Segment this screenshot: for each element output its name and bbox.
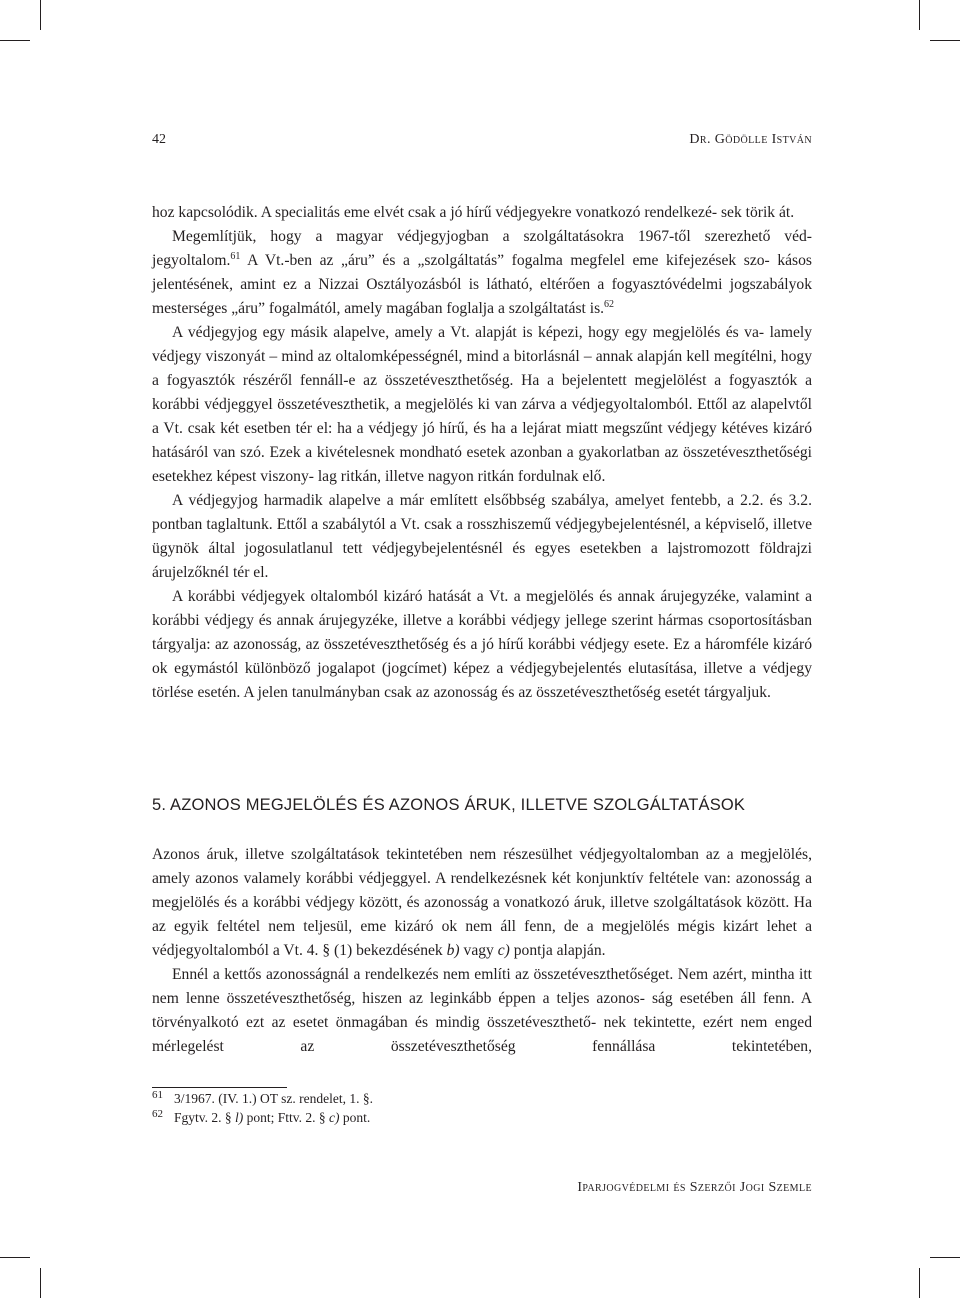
footnote-ref[interactable]: 62: [604, 299, 615, 310]
journal-title: Iparjogvédelmi és Szerzői Jogi Szemle: [577, 1180, 812, 1195]
crop-mark-bottom-left-v: [40, 1268, 41, 1298]
body-text: [152, 201, 812, 705]
footnote-number: 61: [152, 1089, 163, 1101]
author-name: Dr. Gödölle István: [689, 132, 812, 147]
paragraph: A védjegyjog egy másik alapelve, amely a Vt. alapját is képezi, hogy egy megjelölés és va- lamely védjegy viszonyát – mind az oltalomképességnél, mind a bitorlásnál – annak alapján kell megítélni, hogy a fogyasztók részéről fennáll-e az összetéveszthetőség. Ha a bejelentett megjelölést a fogyasztók a korábbi védjeggyel összetéveszthetik, a megjelölés ki van zárva a védjegyoltalomból. Ettől az alapelvtől a Vt. csak két esetben tér el: ha a védjegy jó hírű, és ha a lejárat miatt megszűnt védjegy kétéves kizáró hatásáról van szó. Ezek a kivételesnek mondható esetek azonban a gyakorlatban az összetéveszthetőségi esetekhez képest viszony- lag ritkán, illetve nagyon ritkán fordulnak elő.: [152, 324, 813, 485]
footnote-ref[interactable]: 61: [230, 251, 241, 262]
crop-mark-bottom-right-v: [919, 1268, 920, 1298]
page-number: 42: [152, 132, 166, 147]
running-head: [152, 132, 812, 152]
crop-mark-top-left-h: [0, 40, 30, 41]
section-heading: 5. AZONOS MEGJELÖLÉS ÉS AZONOS ÁRUK, ILLETVE SZOLGÁLTATÁSOK: [152, 796, 746, 814]
paragraph: Ennél a kettős azonosságnál a rendelkezés nem említi az összetéveszthetőséget. Nem azért, mintha itt nem lenne összetéveszthetőség, hiszen az leginkább éppen a teljes azonos- ság esetében áll fenn. A törvényalkotó ezt az esetet önmagában és mindig összetéveszthető- nek tekintette, ezért nem enged mérlegelést az összetéveszthetőség fennállása tekintetében,: [152, 966, 813, 1055]
footnote-62: 62 Fgytv. 2. § l) pont; Fttv. 2. § c) pont.: [152, 1108, 812, 1127]
section-body-text: [152, 843, 812, 1059]
footnote-number: 62: [152, 1108, 163, 1120]
crop-mark-bottom-left-h: [0, 1257, 30, 1258]
paragraph: hoz kapcsolódik. A specialitás eme elvét csak a jó hírű védjegyekre vonatkozó rendelkezé- sek törik át.: [152, 204, 795, 221]
crop-mark-top-left-v: [40, 0, 41, 30]
footnote-61: 61 3/1967. (IV. 1.) OT sz. rendelet, 1. §.: [152, 1089, 812, 1108]
paragraph: A korábbi védjegyek oltalomból kizáró hatását a Vt. a megjelölés és annak árujegyzéke, valamint a korábbi védjegy és annak árujegyzéke, illetve a korábbi védjegy jellege szerint hármas csoportosításban tárgyalja: az azonosság, az összetéveszthetőség és a jó hírű korábbi védjegy esete. Ez a háromféle kizáró ok egymástól különböző jogalapot (jogcímet) képez a védjegybejelentés elutasítása, illetve a védjegy törlése esetén. A jelen tanulmányban csak az azonosság és az összetéveszthetőség esetét tárgyaljuk.: [152, 588, 813, 701]
paragraph: A védjegyjog harmadik alapelve a már említett elsőbbség szabálya, amelyet fentebb, a 2.2. és 3.2. pontban taglaltunk. Ettől a szabálytól a Vt. csak a rosszhiszemű védjegybejelentésnél, a képviselő, illetve ügynök által jogosulatlanul tett védjegybejelentésnél és egyes esetekben a lajstromozott földrajzi árujelzőknél tér el.: [152, 492, 813, 581]
crop-mark-top-right-h: [930, 40, 960, 41]
footnotes: [152, 1089, 812, 1127]
footnote-rule: [152, 1087, 287, 1088]
paragraph: Azonos áruk, illetve szolgáltatások tekintetében nem részesülhet védjegyoltalomban az a megjelölés, amely azonos valamely korábbi védjeggyel. A rendelkezésnek két konjunktív feltétele van: azonosság a megjelölés és a korábbi védjegy között, és azonosság a vonatkozó áruk, illetve szolgáltatások között. Ha az egyik feltétel nem teljesül, eme kizáró ok nem áll fenn, de a megjelölés mégis kizárt lehet a védjegyoltalomból a Vt. 4. § (1) bekezdésének b) vagy c) pontja alapján.: [152, 846, 813, 959]
crop-mark-bottom-right-h: [930, 1257, 960, 1258]
crop-mark-top-right-v: [919, 0, 920, 30]
paragraph: Megemlítjük, hogy a magyar védjegyjogban a szolgáltatásokra 1967-től szerezhető véd- jegyoltalom.$^{61}$ A Vt.-ben az „áru” és a „szolgáltatás” fogalma megfelel eme kifejezések szo- kásos jelentésének, amint ez a Nizzai Osztályozásból is látható, eltérően a fogyasztóvédelmi jogszabályok mesterséges „áru” fogalmától, amely magában foglalja a szolgáltatást is.$^{62}$: [152, 228, 813, 317]
